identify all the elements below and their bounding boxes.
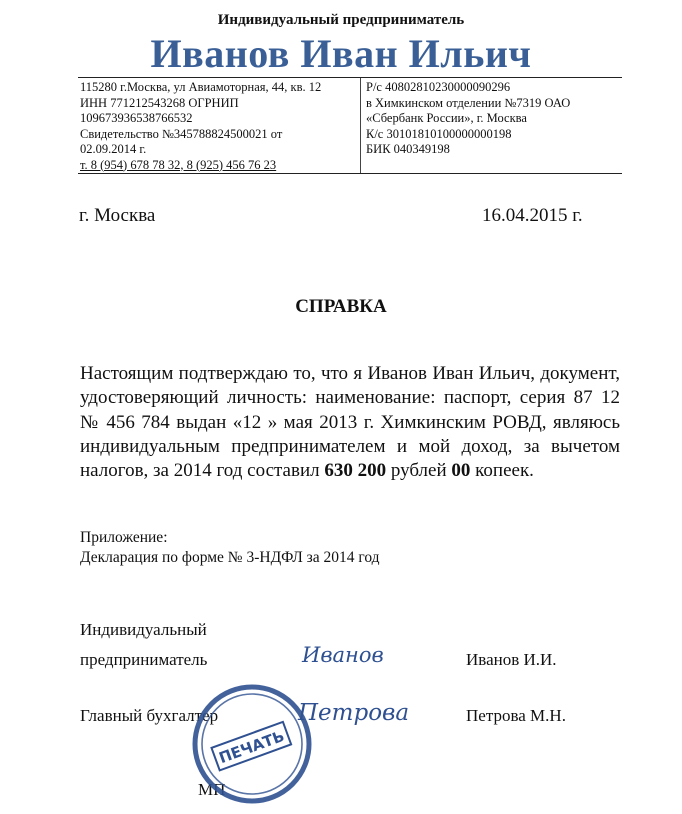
bank-name-line: «Сбербанк России», г. Москва bbox=[366, 111, 527, 125]
document-date: 16.04.2015 г. bbox=[482, 205, 583, 226]
accountant-signature: Петрова bbox=[298, 700, 410, 726]
entrepreneur-signature: Иванов bbox=[302, 643, 384, 667]
entrepreneur-name: Иванов И.И. bbox=[466, 650, 557, 669]
ogrnip-line: 109673936538766532 bbox=[80, 111, 193, 125]
inn-line: ИНН 771212543268 ОГРНИП bbox=[80, 95, 239, 110]
entrepreneur-name-heading: Иванов Иван Ильич bbox=[150, 31, 532, 76]
phone-line: т. 8 (954) 678 78 32, 8 (925) 456 76 23 bbox=[80, 157, 277, 172]
document-city: г. Москва bbox=[79, 205, 156, 226]
body-text-before: Настоящим подтверждаю то, что я Иванов Иван Ильич, документ, удостоверяющий личность: наименование: паспорт, серия 87 12 № 456 784 выдан «12 » мая 2013 г. Химкинским РОВД, являюсь индивидуальным предпринимателем и мой доход, за вычетом налогов, за 2014 год составил bbox=[80, 363, 620, 482]
certificate-line: Свидетельство №345788824500021 от bbox=[80, 126, 283, 141]
bank-branch-line: в Химкинском отделении №7319 ОАО bbox=[366, 95, 571, 110]
bik-line: БИК 040349198 bbox=[366, 142, 450, 156]
body-text-after: копеек. bbox=[470, 460, 534, 482]
certificate-date-line: 02.09.2014 г. bbox=[80, 142, 147, 156]
corr-account-line: К/с 30101810100000000198 bbox=[366, 126, 512, 141]
requisites-right bbox=[366, 80, 622, 158]
entrepreneur-label-line1: Индивидуальный bbox=[80, 620, 207, 639]
entrepreneur-subtitle: Индивидуальный предприниматель bbox=[217, 12, 465, 28]
body-text-middle: рублей bbox=[386, 460, 452, 482]
requisites-divider bbox=[360, 78, 361, 174]
stamp-seal bbox=[190, 682, 314, 806]
mp-label: МП bbox=[198, 780, 226, 799]
stamp-label: ПЕЧАТЬ bbox=[216, 726, 287, 768]
header-bottom-rule bbox=[78, 173, 622, 174]
entrepreneur-label-line2: предприниматель bbox=[80, 650, 208, 669]
accountant-label: Главный бухгалтер bbox=[80, 706, 219, 725]
header-top-rule bbox=[78, 77, 622, 78]
requisites-left bbox=[80, 80, 360, 173]
appendix-label: Приложение: bbox=[80, 529, 168, 546]
document-body bbox=[80, 362, 620, 483]
account-line: Р/с 40802810230000090296 bbox=[366, 80, 511, 94]
document-title: СПРАВКА bbox=[295, 296, 387, 317]
accountant-name: Петрова М.Н. bbox=[466, 706, 566, 725]
income-kopecks: 00 bbox=[451, 460, 471, 482]
income-amount: 630 200 bbox=[324, 460, 387, 482]
appendix-text: Декларация по форме № 3-НДФЛ за 2014 год bbox=[80, 549, 380, 566]
address-line: 115280 г.Москва, ул Авиамоторная, 44, кв. 12 bbox=[80, 80, 322, 94]
